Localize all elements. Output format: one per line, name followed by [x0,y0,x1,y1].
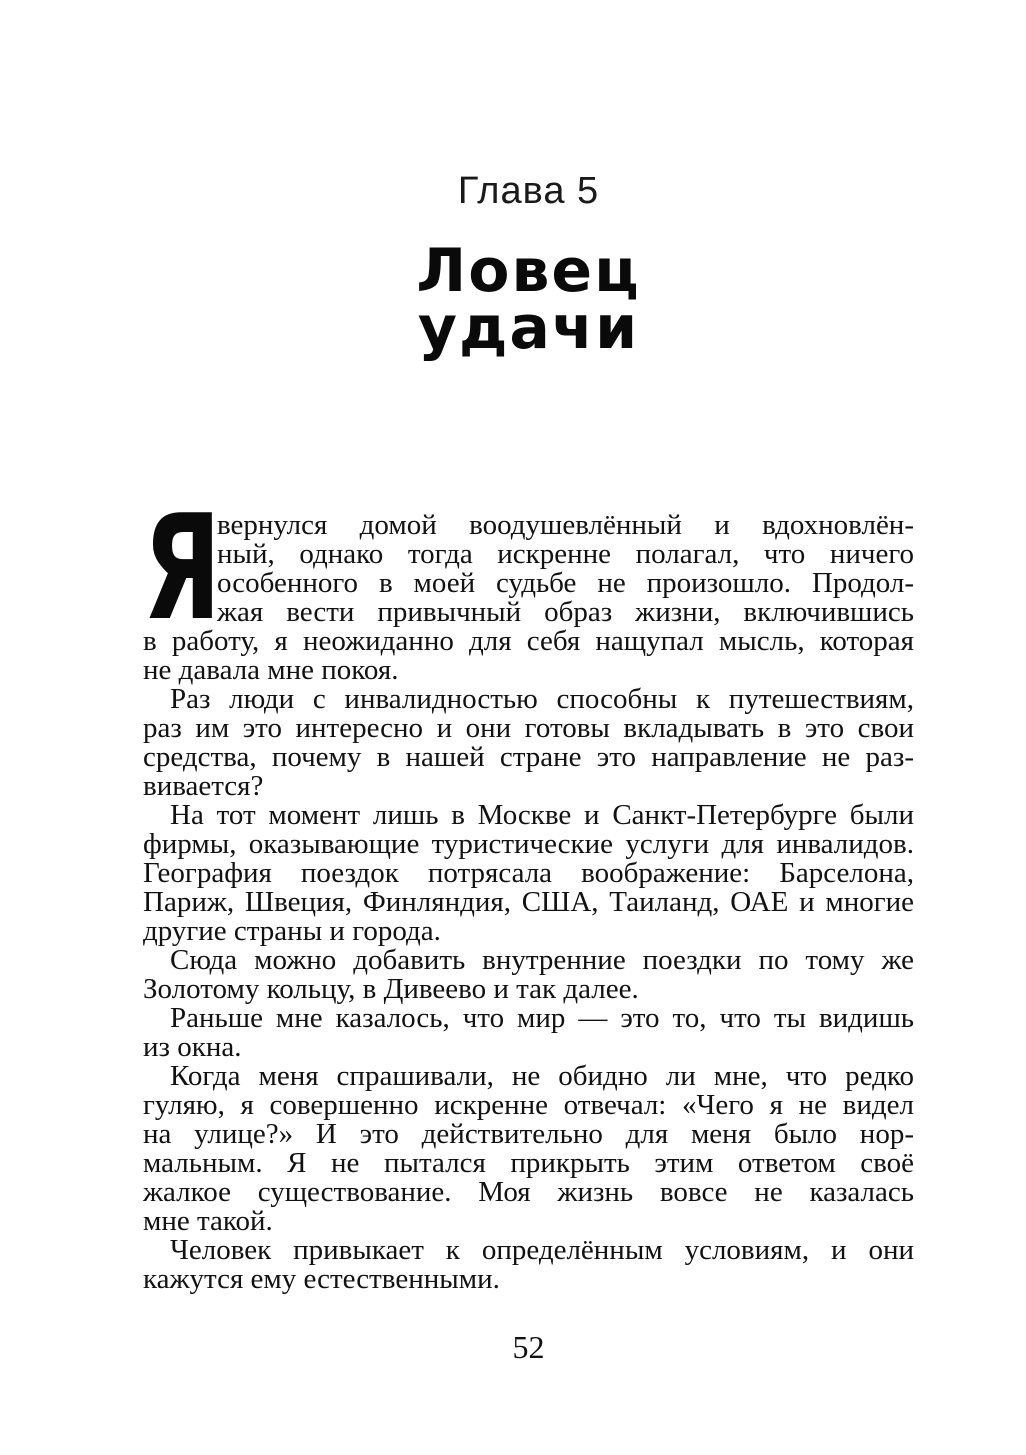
text-line: не давала мне покоя. [143,654,399,686]
text-line: раз им это интересно и они готовы вкладывать в это свои [143,712,914,744]
body-text [143,484,914,1295]
chapter-title [143,236,914,363]
drop-cap: Я [143,484,222,653]
chapter-title-line-1: Ловец [416,236,641,306]
text-line: мальным. Я не пытался прикрыть этим ответом своё [143,1147,914,1179]
text-line: жая вести привычный образ жизни, включившись [217,596,914,628]
text-line: Париж, Швеция, Финляндия, США, Таиланд, ОАЕ и многие [143,886,914,918]
text-line: кажутся ему естественными. [143,1263,500,1295]
text-line: на улице?» И это действительно для меня было нор- [143,1118,914,1150]
text-line: другие страны и города. [143,915,441,947]
text-line: особенного в моей судьбе не произошло. Продол- [217,567,914,599]
text-line: Человек привыкает к определённым условиям, и они [170,1234,914,1266]
paragraph [143,484,914,686]
text-line: в работу, я неожиданно для себя нащупал мысль, которая [143,625,914,657]
text-line: Золотому кольцу, в Дивеево и так далее. [143,973,639,1005]
text-line: География поездок потрясала воображение: Барселона, [143,857,914,889]
paragraph [143,946,914,1004]
paragraph [143,1004,914,1062]
text-line: На тот момент лишь в Москве и Санкт-Петербурге были [170,799,914,831]
text-line: из окна. [143,1031,242,1063]
text-line: средства, почему в нашей стране это направление не раз- [143,741,914,773]
chapter-title-line-2: удачи [417,293,640,363]
text-line: Когда меня спрашивали, не обидно ли мне, что редко [170,1060,914,1092]
chapter-label: Глава 5 [457,170,600,212]
text-line: Сюда можно добавить внутренние поездки по тому же [170,944,914,976]
text-line: жалкое существование. Моя жизнь вовсе не казалась [143,1176,914,1208]
paragraph [143,685,914,801]
text-line: фирмы, оказывающие туристические услуги для инвалидов. [143,828,914,860]
paragraph [143,801,914,946]
text-line: ный, однако тогда искренне полагал, что ничего [217,538,914,570]
text-line: мне такой. [143,1205,273,1237]
page-number: 52 [512,1329,545,1365]
text-line: вивается? [143,770,264,802]
text-line: вернулся домой воодушевлённый и вдохновлён- [217,509,914,541]
text-line: гуляю, я совершенно искренне отвечал: «Чего я не видел [143,1089,914,1121]
text-line: Раньше мне казалось, что мир — это то, что ты видишь [170,1002,914,1034]
text-line: Раз люди с инвалидностью способны к путешествиям, [170,683,914,715]
paragraph [143,1062,914,1236]
paragraph [143,1236,914,1294]
